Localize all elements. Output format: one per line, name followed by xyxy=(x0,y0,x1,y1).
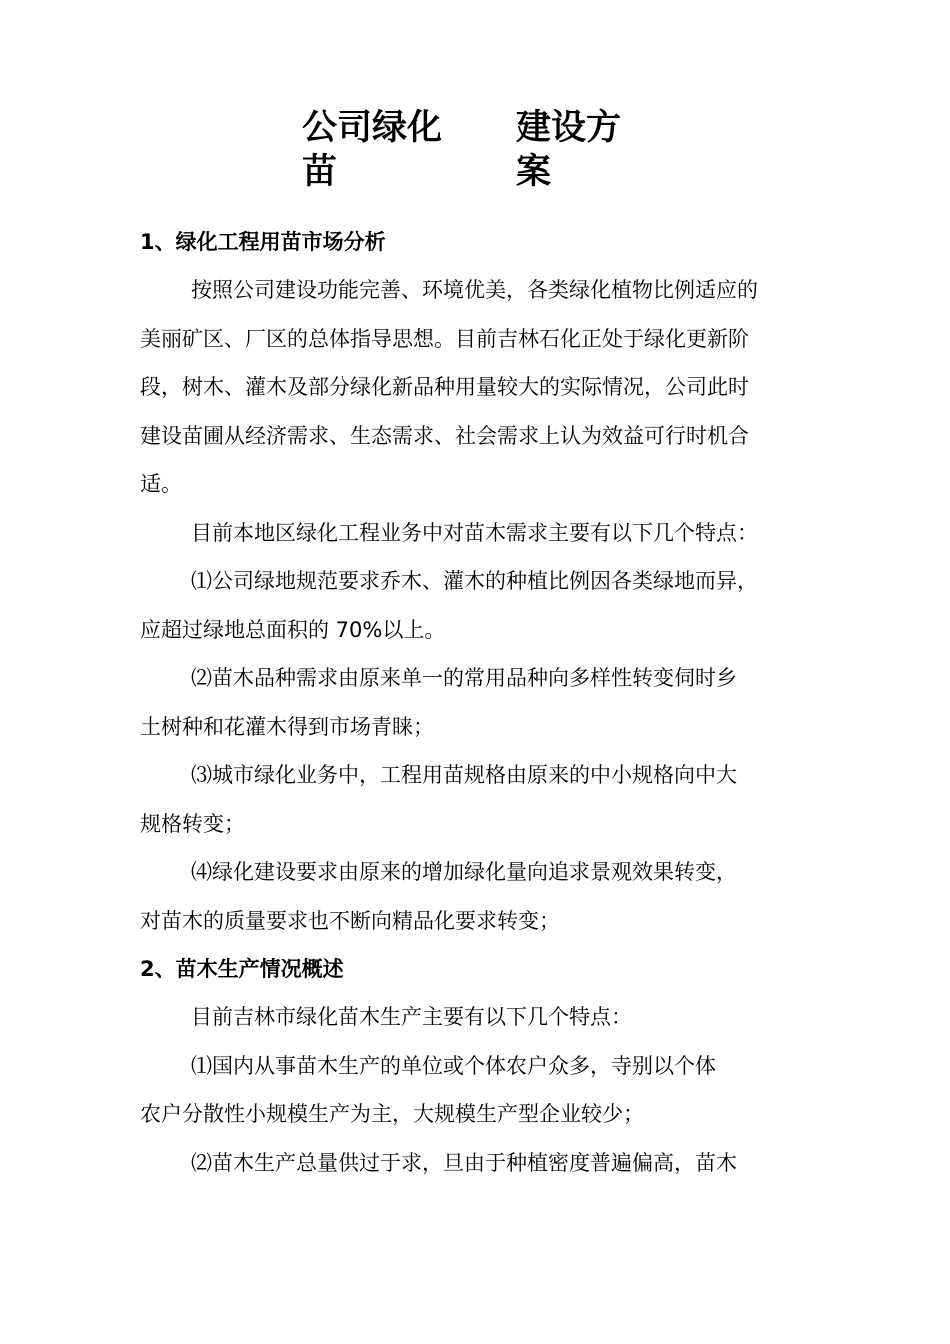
list-item xyxy=(140,654,840,751)
paragraph-line: 适。 xyxy=(140,472,182,496)
paragraph xyxy=(140,509,840,558)
paragraph-line: ⑵苗木品种需求由原来单一的常用品种向多样性转变伺时乡 xyxy=(191,666,737,690)
paragraph-line: 目前吉林市绿化苗木生产主要有以下几个特点： xyxy=(191,1005,632,1029)
list-item xyxy=(140,1042,840,1139)
paragraph-line: 美丽矿区、厂区的总体指导思想。目前吉林石化正处于绿化更新阶 xyxy=(140,326,749,351)
paragraph-line: 建设苗圃从经济需求、生态需求、社会需求上认为效益可行时机合 xyxy=(140,423,749,448)
paragraph-line: ⑴国内从事苗木生产的单位或个体农户众多，寺别以个体 xyxy=(191,1053,716,1078)
title-right-column xyxy=(516,106,621,194)
paragraph-line: ⑵苗木生产总量供过于求，旦由于种植密度普遍偏高，苗木 xyxy=(191,1150,737,1175)
document-body xyxy=(140,218,840,1187)
list-item xyxy=(140,848,840,945)
list-item xyxy=(140,557,840,654)
paragraph-line: 规格转变； xyxy=(140,811,245,836)
section-2-heading: 2、苗木生产情况概述 xyxy=(140,957,344,981)
paragraph-line: ⑶城市绿化业务中，工程用苗规格由原来的中小规格向中大 xyxy=(191,763,737,787)
paragraph xyxy=(140,266,840,509)
title-left-column xyxy=(302,106,442,194)
title-left-line-1: 公司绿化 xyxy=(302,108,443,148)
paragraph xyxy=(140,993,840,1042)
document-title xyxy=(302,106,662,198)
paragraph-line: 农户分散性小规模生产为主，大规模生产型企业较少； xyxy=(140,1102,644,1126)
title-right-line-2: 案 xyxy=(516,152,552,192)
section-1-heading: 1、绿化工程用苗市场分析 xyxy=(140,230,386,254)
list-item xyxy=(140,1139,840,1188)
paragraph-line: 段，树木、灌木及部分绿化新品种用量较大的实际情况，公司此时 xyxy=(140,375,749,399)
paragraph-line: 土树种和花灌木得到市场青睐； xyxy=(140,714,434,739)
paragraph-line: 对苗木的质量要求也不断向精品化要求转变； xyxy=(140,908,560,933)
paragraph-line: ⑷绿化建设要求由原来的增加绿化量向追求景观效果转变， xyxy=(191,860,737,884)
paragraph-line: 按照公司建设功能完善、环境优美，各类绿化植物比例适应的 xyxy=(191,278,758,302)
paragraph-line: 应超过绿地总面积的 70%以上。 xyxy=(140,617,446,642)
title-left-line-2: 苗 xyxy=(302,152,338,192)
paragraph-line: 目前本地区绿化工程业务中对苗木需求主要有以下几个特点： xyxy=(191,520,758,545)
paragraph-line: ⑴公司绿地规范要求乔木、灌木的种植比例因各类绿地而异， xyxy=(191,569,758,593)
list-item xyxy=(140,751,840,848)
title-right-line-1: 建设方 xyxy=(516,108,622,148)
